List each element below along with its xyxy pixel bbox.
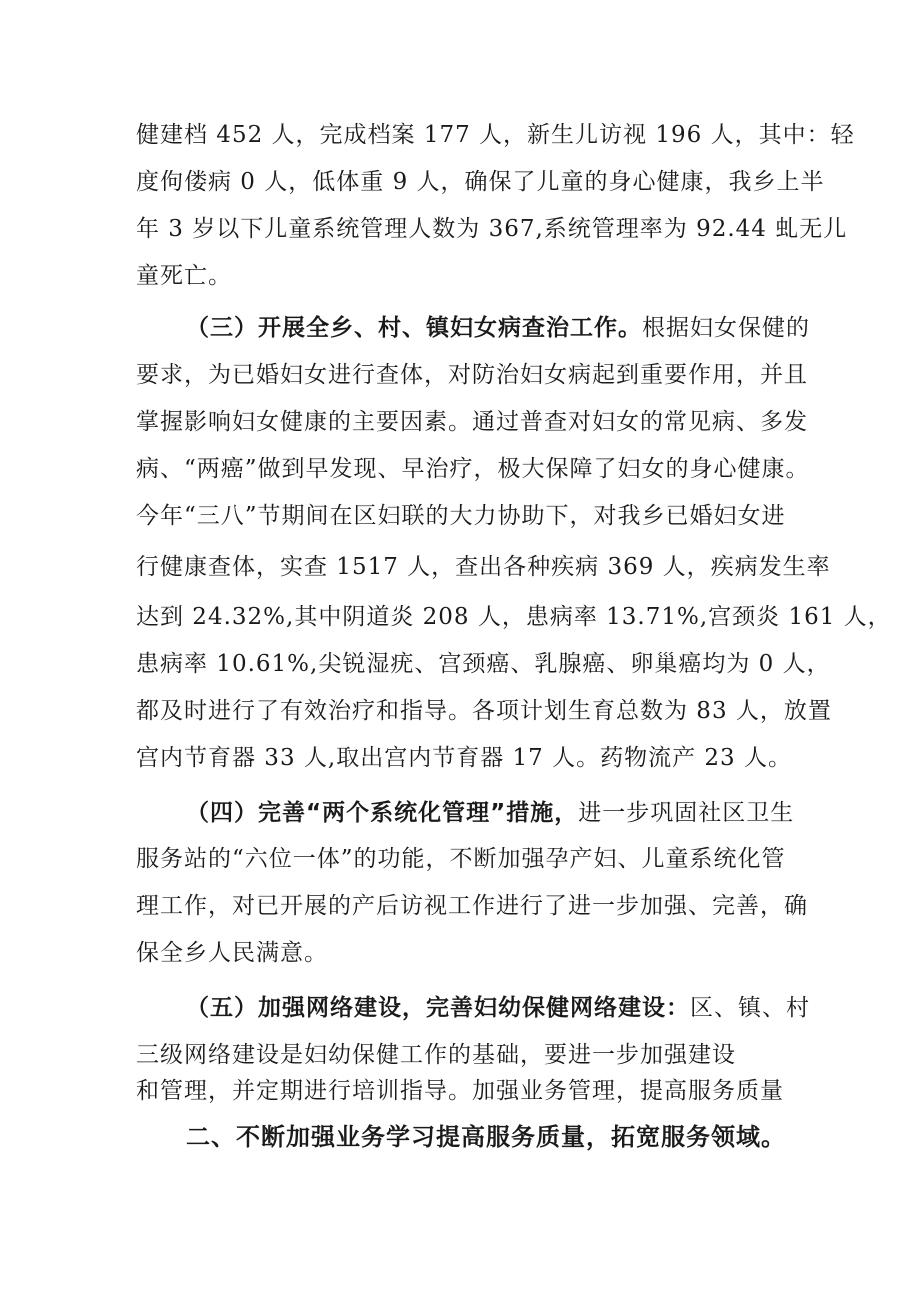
paragraph-line: 年 3 岁以下儿童系统管理人数为 367,系统管理率为 92.44 虬无儿 [136,216,848,242]
paragraph-line: 宫内节育器 33 人,取出宫内节育器 17 人。药物流产 23 人。 [136,745,792,771]
paragraph-line: 达到 24.32%,其中阴道炎 208 人，患病率 13.71%,宫颈炎 161 人， [136,604,892,630]
paragraph-line: 健建档 452 人，完成档案 177 人，新生儿访视 196 人，其中：轻 [136,122,855,148]
paragraph-line: 掌握影响妇女健康的主要因素。通过普查对妇女的常见病、多发 [136,409,808,435]
section-4-text: 进一步巩固社区卫生 [578,800,795,826]
paragraph-line: 今年“三八”节期间在区妇联的大力协助下，对我乡已婚妇女进 [136,503,786,529]
paragraph-line: 要求，为已婚妇女进行查体，对防治妇女病起到重要作用，并且 [136,362,808,388]
paragraph-line: 行健康查体，实查 1517 人，查出各种疾病 369 人，疾病发生率 [136,554,831,580]
paragraph-line: 三级网络建设是妇幼保健工作的基础，要进一步加强建设 [136,1042,736,1068]
paragraph-line: 患病率 10.61%,尖锐湿疣、宫颈癌、乳腺癌、卵巢癌均为 0 人， [136,651,831,677]
main-heading: 二、不断加强业务学习提高服务质量，拓宽服务领域。 [186,1123,786,1151]
paragraph-line: 都及时进行了有效治疗和指导。各项计划生育总数为 83 人，放置 [136,698,832,724]
section-5-heading: （五）加强网络建设，完善妇幼保健网络建设： [186,995,690,1021]
paragraph-line: 童死亡。 [136,263,232,289]
section-3-text: 根据妇女保健的 [642,315,810,341]
section-4-heading: （四）完善“两个系统化管理”措施， [186,800,579,826]
paragraph-line: 和管理，并定期进行培训指导。加强业务管理，提高服务质量 [136,1078,784,1104]
section-4-first-line [186,793,920,833]
section-5-first-line [186,988,920,1028]
section-3-first-line [186,308,920,348]
paragraph-line: 病、“两癌”做到早发现、早治疗，极大保障了妇女的身心健康。 [136,456,810,482]
paragraph-line: 保全乡人民满意。 [136,940,328,966]
paragraph-line: 理工作，对已开展的产后访视工作进行了进一步加强、完善，确 [136,893,808,919]
section-5-text: 区、镇、村 [690,995,810,1021]
paragraph-line: 服务站的“六位一体”的功能，不断加强孕产妇、儿童系统化管 [136,846,786,872]
section-3-heading: （三）开展全乡、村、镇妇女病查治工作。 [186,315,642,341]
paragraph-line: 度佝偻病 0 人，低体重 9 人，确保了儿童的身心健康，我乡上半 [136,169,825,195]
